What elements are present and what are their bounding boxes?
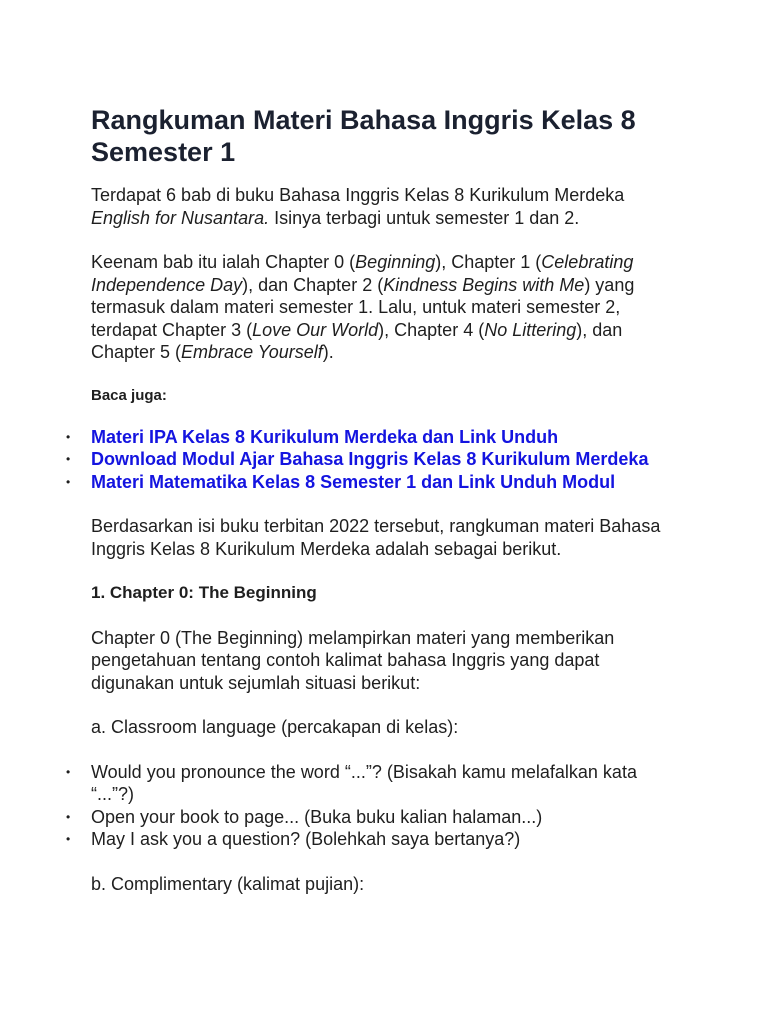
list-item — [91, 448, 678, 471]
intro-paragraph — [91, 184, 678, 229]
chapter-0-heading: 1. Chapter 0: The Beginning — [91, 583, 317, 602]
chapters-text: Keenam bab itu ialah Chapter 0 ( — [91, 252, 356, 272]
chapters-text: ), dan Chapter 2 ( — [242, 274, 384, 295]
intro-text-end: Isinya terbagi untuk semester 1 dan 2. — [269, 207, 580, 228]
chapters-text: ). — [322, 342, 334, 362]
chapters-text: ), dan Chapter 5 ( — [91, 319, 623, 362]
related-link-matematika[interactable]: Materi Matematika Kelas 8 Semester 1 dan Link Unduh Modul — [91, 471, 616, 492]
list-item: • May I ask you a question? (Bolehkah saya bertanya?) — [91, 828, 678, 851]
chapter-0-description: Chapter 0 (The Beginning) melampirkan materi yang memberikan pengetahuan tentang contoh kalimat bahasa Inggris yang dapat digunakan untuk sejumlah situasi berikut: — [91, 627, 615, 693]
list-item: • Open your book to page... (Buka buku kalian halaman...) — [91, 806, 678, 829]
chapters-text: ), Chapter 1 ( — [435, 252, 542, 272]
article-title: Rangkuman Materi Bahasa Inggris Kelas 8 Semester 1 — [91, 105, 636, 167]
list-item — [91, 426, 678, 449]
chapter-4-name: No Littering — [484, 319, 577, 340]
intro-text-start: Terdapat 6 bab di buku Bahasa Inggris Kelas 8 Kurikulum Merdeka — [91, 185, 625, 205]
related-link-modul-ajar[interactable]: Download Modul Ajar Bahasa Inggris Kelas 8 Kurikulum Merdeka — [91, 449, 649, 469]
chapters-text: ) yang termasuk dalam materi semester 1. Lalu, untuk materi semester 2, terdapat Chapter 3 ( — [91, 274, 635, 340]
list-item: • Would you pronounce the word “...”? (Bisakah kamu melafalkan kata “...”?) — [91, 761, 678, 806]
related-link-ipa[interactable]: Materi IPA Kelas 8 Kurikulum Merdeka dan Link Unduh — [91, 426, 559, 447]
baca-juga-label: Baca juga: — [91, 386, 167, 404]
chapter-2-name: Kindness Begins with Me — [383, 274, 585, 295]
chapters-text: ), Chapter 4 ( — [378, 319, 485, 340]
chapter-1-name: Celebrating Independence Day — [91, 252, 634, 295]
list-item — [91, 471, 678, 494]
chapter-5-name: Embrace Yourself — [181, 342, 323, 362]
classroom-language-heading: a. Classroom language (percakapan di kelas): — [91, 717, 459, 737]
chapters-paragraph — [91, 251, 678, 364]
summary-intro-paragraph: Berdasarkan isi buku terbitan 2022 tersebut, rangkuman materi Bahasa Inggris Kelas 8 Kurikulum Merdeka adalah sebagai berikut. — [91, 516, 661, 559]
classroom-language-list — [91, 761, 678, 851]
chapter-3-name: Love Our World — [252, 319, 379, 340]
book-title: English for Nusantara. — [91, 207, 270, 228]
chapter-0-name: Beginning — [355, 252, 436, 272]
related-links-list — [91, 426, 678, 494]
complimentary-heading: b. Complimentary (kalimat pujian): — [91, 873, 365, 894]
